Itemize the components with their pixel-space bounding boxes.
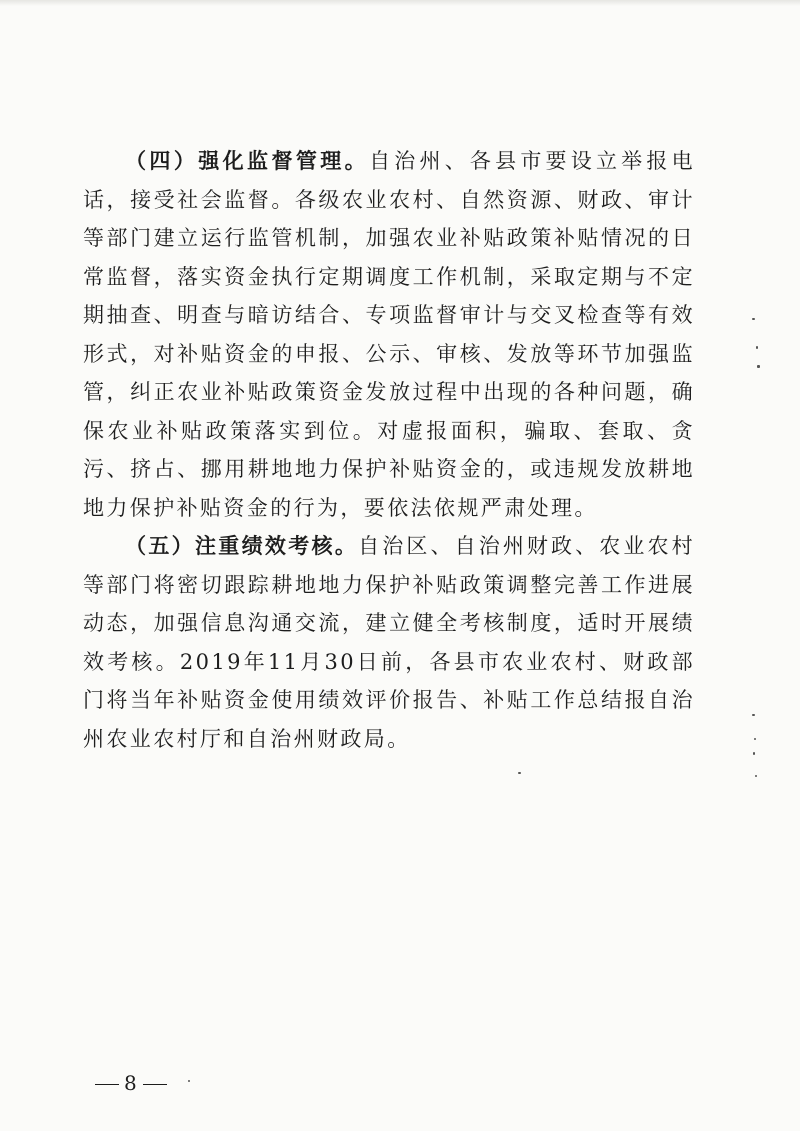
scan-speck xyxy=(188,1080,190,1082)
scan-speck xyxy=(756,346,758,349)
scan-speck xyxy=(757,365,760,368)
section-heading: （五）注重绩效考核。 xyxy=(125,534,359,558)
document-body xyxy=(83,142,695,758)
scan-top-edge xyxy=(0,0,800,6)
section-heading: （四）强化监督管理。 xyxy=(125,149,370,173)
scan-speck xyxy=(755,775,757,777)
paragraph-supervision xyxy=(83,142,695,527)
footer-dash-left xyxy=(95,1084,119,1086)
paragraph-text: 自治州、各县市要设立举报电话，接受社会监督。各级农业农村、自然资源、财政、审计等部门建立运行监管机制，加强农业补贴政策补贴情况的日常监督，落实资金执行定期调度工作机制，采取定期与不定期抽查、明查与暗访结合、专项监督审计与交叉检查等有效形式，对补贴资金的申报、公示、审核、发放等环节加强监管，纠正农业补贴政策资金发放过程中出现的各种问题，确保农业补贴政策落实到位。对虚报面积，骗取、套取、贪污、挤占、挪用耕地地力保护补贴资金的，或违规发放耕地地力保护补贴资金的行为，要依法依规严肃处理。 xyxy=(83,149,695,520)
page-number: 8 xyxy=(124,1071,138,1095)
footer-dash-right xyxy=(143,1084,167,1086)
scan-speck xyxy=(752,318,755,320)
scan-speck xyxy=(753,752,755,755)
scan-speck xyxy=(754,738,756,740)
scan-speck xyxy=(518,772,521,774)
page-footer xyxy=(90,1071,172,1095)
paragraph-performance xyxy=(83,527,695,758)
scan-speck xyxy=(752,714,755,716)
paragraph-text: 自治区、自治州财政、农业农村等部门将密切跟踪耕地地力保护补贴政策调整完善工作进展动态，加强信息沟通交流，建立健全考核制度，适时开展绩效考核。2019年11月30日前，各县市农业农村、财政部门将当年补贴资金使用绩效评价报告、补贴工作总结报自治州农业农村厅和自治州财政局。 xyxy=(83,534,696,751)
